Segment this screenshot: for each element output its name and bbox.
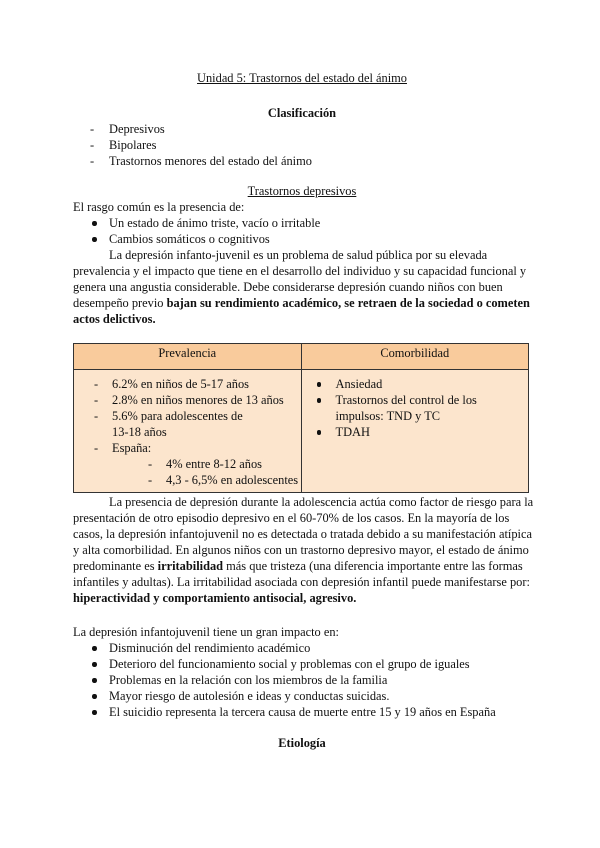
impacto-intro: La depresión infantojuvenil tiene un gran impacto en: <box>73 625 339 639</box>
list-item: Cambios somáticos o cognitivos <box>73 231 531 247</box>
rasgo-list <box>73 215 531 247</box>
list-item: El suicidio representa la tercera causa de muerte entre 15 y 19 años en España <box>73 704 543 720</box>
list-item: - Bipolares <box>73 137 531 153</box>
document-title: Unidad 5: Trastornos del estado del ánimo <box>197 71 407 85</box>
list-item: - Depresivos <box>73 121 531 137</box>
list-item: - Trastornos menores del estado del ánimo <box>73 153 531 169</box>
paragraph-depresion <box>73 247 535 327</box>
paragraph-bold: bajan su rendimiento académico, se retraen de la sociedad o cometen actos delictivos. <box>73 296 530 326</box>
paragraph-text: más que tristeza (una diferencia importante entre las formas infantiles y adultas). La irritabilidad asociada con depresión infantil puede manifestarse por: <box>73 559 530 589</box>
paragraph-bold: irritabilidad <box>157 559 224 573</box>
list-item: - España: <box>74 440 301 456</box>
impacto-list <box>73 640 543 720</box>
list-item: - 2.8% en niños menores de 13 años <box>74 392 301 408</box>
paragraph-adolescencia <box>73 494 535 606</box>
list-item: - 4,3 - 6,5% en adolescentes <box>74 472 301 488</box>
list-item: Ansiedad <box>302 376 529 392</box>
list-item: TDAH <box>302 424 529 440</box>
prevalencia-comorbilidad-table <box>73 343 529 493</box>
cell-comorbilidad <box>301 370 529 493</box>
paragraph-text: La presencia de depresión durante la adolescencia actúa como factor de riesgo para la presentación de otro episodio depresivo en el 60-70% de los casos. En la mayoría de los casos, la depresión infantojuvenil no es detectada o tratada debido a su manifestación atípica y alta comorbilidad. En algunos niños con un trastorno depresivo mayor, el estado de ánimo predominante es <box>73 495 534 573</box>
heading-clasificacion: Clasificación <box>267 106 337 120</box>
paragraph-bold: hiperactividad y comportamiento antisocial, agresivo. <box>73 591 357 605</box>
list-item: Problemas en la relación con los miembros de la familia <box>73 672 543 688</box>
list-item: Mayor riesgo de autolesión e ideas y conductas suicidas. <box>73 688 543 704</box>
clasificacion-list <box>73 121 531 169</box>
list-item: - 4% entre 8-12 años <box>74 456 301 472</box>
header-prevalencia: Prevalencia <box>74 344 302 370</box>
header-comorbilidad: Comorbilidad <box>301 344 529 370</box>
list-item: - 5.6% para adolescentes de 13-18 años <box>74 408 301 440</box>
list-item: Disminución del rendimiento académico <box>73 640 543 656</box>
list-item: Trastornos del control de los impulsos: TND y TC <box>302 392 529 424</box>
heading-etiologia: Etiología <box>278 736 326 750</box>
list-item: Deterioro del funcionamiento social y problemas con el grupo de iguales <box>73 656 543 672</box>
cell-prevalencia <box>74 370 302 493</box>
list-item: Un estado de ánimo triste, vacío o irritable <box>73 215 531 231</box>
paragraph-text: La depresión infanto-juvenil es un problema de salud pública por su elevada prevalencia y el impacto que tiene en el desarrollo del individuo y su capacidad funcional y genera una angustia considerable. Debe considerarse depresión cuando niños con buen desempeño previo <box>73 248 527 310</box>
heading-trastornos-depresivos: Trastornos depresivos <box>247 184 357 198</box>
intro-text: El rasgo común es la presencia de: <box>73 200 245 214</box>
list-item: - 6.2% en niños de 5-17 años <box>74 376 301 392</box>
